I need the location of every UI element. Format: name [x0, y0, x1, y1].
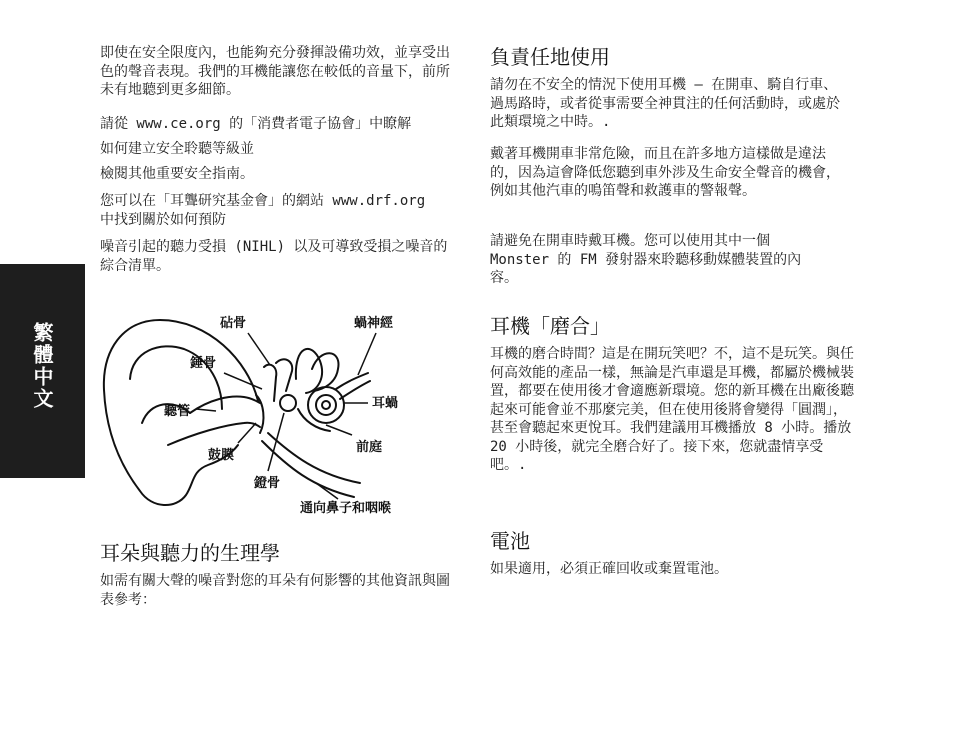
semicircular-canal-1 — [296, 349, 322, 393]
responsible-paragraph-2: 戴著耳機開車非常危險，而且在許多地方這樣做是違法的，因為這會降低您聽到車外涉及生命安全聲音的機會，例如其他汽車的鳴笛聲和救護車的警報聲。 — [490, 146, 840, 199]
responsible-paragraph-3: 請避免在開車時戴耳機。您可以使用其中一個 Monster 的 FM 發射器來聆聽移動媒體裝置的內容。 — [490, 233, 802, 286]
eustachian-tube-upper — [268, 433, 360, 483]
drf-org-paragraph: 您可以在「耳聾研究基金會」的網站 www.drf.org 中找到關於如何預防 — [100, 193, 426, 228]
nihl-paragraph: 噪音引起的聽力受損 (NIHL) 以及可導致受損之噪音的綜合清單。 — [100, 239, 448, 274]
battery-paragraph: 如果適用，必須正確回收或棄置電池。 — [490, 561, 728, 577]
leader-nerve — [358, 333, 376, 375]
leader-eardrum — [238, 423, 256, 443]
responsible-use-heading: 負責任地使用 — [490, 45, 610, 69]
auditory-nerve-shape — [336, 373, 368, 389]
vestibule-shape — [298, 409, 330, 431]
ear-anatomy-diagram — [98, 305, 428, 523]
malleus-shape — [264, 365, 276, 401]
cochlea-inner — [322, 401, 330, 409]
break-in-heading: 耳機「磨合」 — [490, 314, 610, 338]
label-eardrum: 鼓膜 — [208, 448, 235, 463]
label-malleus: 錘骨 — [190, 356, 217, 371]
label-eustachian-tube: 通向鼻子和咽喉 — [300, 501, 392, 516]
semicircular-canal-2 — [312, 353, 338, 391]
label-ear-canal: 聽管 — [164, 404, 191, 419]
leader-stapes — [268, 413, 284, 471]
safety-guide-paragraph: 檢閱其他重要安全指南。 — [100, 166, 254, 182]
cochlea-outer — [308, 387, 344, 423]
responsible-paragraph-1: 請勿在不安全的情況下使用耳機 – 在開車、騎自行車、過馬路時，或者從事需要全神貫注的任何活動時，或處於此類環境之中時。. — [490, 77, 840, 130]
language-tab-label: 繁體中文 — [30, 322, 54, 410]
language-tab — [0, 264, 85, 478]
intro-paragraph: 即使在安全限度內，也能夠充分發揮設備功效，並享受出色的聲音表現。我們的耳機能讓您在較低的音量下，前所未有地聽到更多細節。 — [100, 45, 450, 98]
label-cochlea: 耳蝸 — [372, 396, 399, 411]
incus-shape — [276, 359, 292, 391]
battery-heading: 電池 — [490, 529, 530, 553]
anatomy-heading: 耳朵與聽力的生理學 — [100, 541, 280, 565]
ear-canal-upper — [190, 397, 260, 413]
cochlea-mid — [316, 395, 336, 415]
leader-incus — [248, 333, 270, 365]
anatomy-paragraph: 如需有關大聲的噪音對您的耳朵有何影響的其他資訊與圖表參考： — [100, 573, 450, 608]
stapes-shape — [280, 395, 296, 411]
leader-malleus — [224, 373, 262, 389]
safe-listening-paragraph: 如何建立安全聆聽等級並 — [100, 141, 254, 157]
label-incus: 砧骨 — [220, 316, 247, 331]
leader-ear-canal — [196, 409, 216, 411]
ce-org-paragraph: 請從 www.ce.org 的「消費者電子協會」中瞭解 — [100, 116, 412, 132]
label-vestibule: 前庭 — [356, 440, 383, 455]
label-stapes: 鐙骨 — [254, 476, 281, 491]
label-auditory-nerve: 蝸神經 — [354, 316, 394, 331]
break-in-paragraph: 耳機的磨合時間？這是在開玩笑吧？不，這不是玩笑。與任何高效能的產品一樣，無論是汽車還是耳機，都屬於機械裝置，都要在使用後才會適應新環境。您的新耳機在出廠後聽起來可能會並不那麼完美，但在使用後將會變得「圓潤」，甚至會聽起來更悅耳。我們建議用耳機播放 8 小時。播放 20 小時後，就完全磨合好了。接下來，您就盡情享受吧。. — [490, 346, 854, 473]
